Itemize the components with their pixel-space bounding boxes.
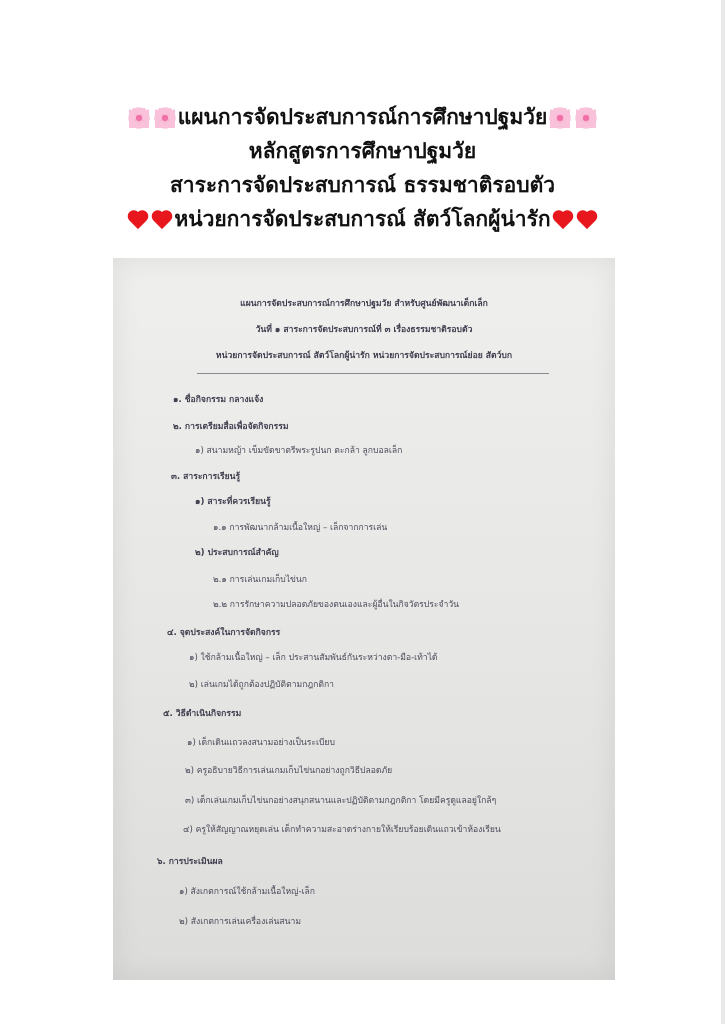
doc-item: ๒) สังเกตการเล่นเครื่องเล่นสนาม [179, 917, 301, 927]
doc-item: ๒.๒ การรักษาความปลอดภัยของตนเองและผู้อื่นในกิจวัตรประจำวัน [213, 600, 460, 610]
header-line-4 [0, 202, 725, 236]
document-photo [113, 258, 615, 980]
header-line-3: สาระการจัดประสบการณ์ ธรรมชาติรอบตัว [169, 173, 556, 197]
doc-section-4: ๔. จุดประสงค์ในการจัดกิจกรร [167, 628, 281, 638]
red-heart-icon [151, 209, 173, 231]
doc-subsection: ๒) ประสบการณ์สำคัญ [195, 548, 279, 558]
doc-section-5: ๕. วิธีดำเนินกิจกรรม [163, 709, 242, 719]
header-title: แผนการจัดประสบการณ์การศึกษาปฐมวัย [177, 105, 548, 129]
doc-item: ๒.๑ การเล่นเกมเก็บไข่นก [213, 575, 307, 585]
red-heart-icon [576, 209, 598, 231]
doc-item: ๑) สนามหญ้า เข็มขัดขาตรีพระรูปนก ตะกล้า ลูกบอลเล็ก [195, 446, 403, 456]
doc-section-1: ๑. ชื่อกิจกรรม กลางแจ้ง [173, 395, 264, 405]
doc-item: ๑) ใช้กล้ามเนื้อใหญ่ – เล็ก ประสานสัมพันธ์กันระหว่างตา-มือ-เท้าได้ [189, 653, 438, 663]
doc-item: ๒) เล่นเกมได้ถูกต้องปฏิบัติตามกฎกติกา [189, 680, 334, 690]
doc-section-6: ๖. การประเมินผล [157, 857, 223, 867]
doc-item: ๑) สังเกตการณ์ใช้กล้ามเนื้อใหญ่-เล็ก [179, 887, 315, 897]
cherry-blossom-icon [574, 106, 598, 130]
doc-subsection: ๑) สาระที่ควรเรียนรู้ [195, 497, 271, 507]
doc-item: ๓) เด็กเล่นเกมเก็บไข่นกอย่างสนุกสนานและปฏิบัติตามกฎกติกา โดยมีครูดูแลอยู่ใกล้ๆ [185, 796, 497, 806]
doc-section-3: ๓. สาระการเรียนรู้ [171, 472, 241, 482]
doc-title-3: หน่วยการจัดประสบการณ์ สัตว์โลกผู้น่ารัก หน่วยการจัดประสบการณ์ย่อย สัตว์บก [215, 351, 513, 361]
doc-section-2: ๒. การเตรียมสื่อเพื่อจัดกิจกรรม [173, 422, 289, 432]
header-line-2: หลักสูตรการศึกษาปฐมวัย [248, 139, 477, 163]
cherry-blossom-icon [548, 106, 572, 130]
header-line-1 [0, 100, 725, 134]
page-header [0, 100, 725, 236]
doc-item: ๑.๑ การพัฒนากล้ามเนื้อใหญ่ – เล็กจากการเล่น [213, 523, 388, 533]
red-heart-icon [552, 209, 574, 231]
doc-item: ๔) ครูให้สัญญาณหยุดเล่น เด็กทำความสะอาดร่างกายให้เรียบร้อยเดินแถวเข้าห้องเรียน [183, 825, 501, 835]
doc-item: ๑) เด็กเดินแถวลงสนามอย่างเป็นระเบียบ [187, 738, 335, 748]
doc-title-2: วันที่ ๑ สาระการจัดประสบการณ์ที่ ๓ เรื่องธรรมชาติรอบตัว [255, 325, 473, 335]
red-heart-icon [127, 209, 149, 231]
doc-divider [197, 373, 549, 374]
header-unit: หน่วยการจัดประสบการณ์ สัตว์โลกผู้น่ารัก [174, 207, 551, 231]
cherry-blossom-icon [153, 106, 177, 130]
doc-item: ๒) ครูอธิบายวิธีการเล่นเกมเก็บไข่นกอย่างถูกวิธีปลอดภัย [185, 766, 393, 776]
cherry-blossom-icon [127, 106, 151, 130]
doc-title-1: แผนการจัดประสบการณ์การศึกษาปฐมวัย สำหรับศูนย์พัฒนาเด็กเล็ก [240, 299, 488, 309]
